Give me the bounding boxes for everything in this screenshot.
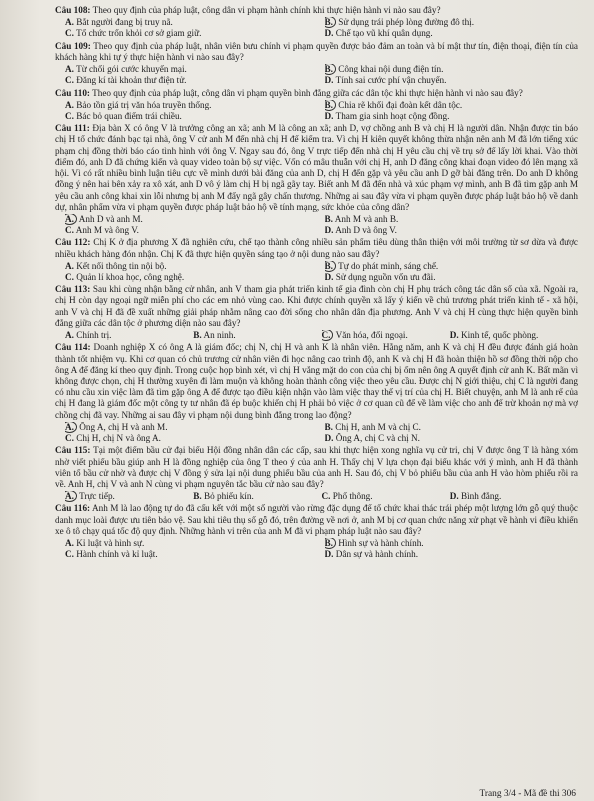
option-b[interactable]: B. Hình sự và hành chính. (325, 538, 579, 549)
option-a[interactable]: A. Kỉ luật và hình sự. (65, 538, 145, 549)
option-d[interactable]: D. Kinh tế, quốc phòng. (449, 330, 539, 341)
answer-options (55, 261, 578, 283)
question-text (55, 5, 578, 16)
question-label: Câu 109: (55, 40, 91, 51)
question-text (55, 284, 578, 329)
option-b[interactable]: B. Công khai nội dung điện tín. (325, 64, 579, 75)
question-stem: Theo quy định của pháp luật, nhân viên bưu chính vi phạm quyền được bảo đảm an toàn và bí mật thư tín, điện thoại, điện tín của khách hàng khi tự ý thực hiện hành vi nào sau đây? (55, 40, 578, 62)
option-d[interactable]: D. Ông A, chị C và chị N. (324, 433, 420, 444)
option-d[interactable]: D. Bình đẳng. (449, 491, 502, 502)
option-d[interactable]: D. Sử dụng nguồn vốn ưu đãi. (324, 272, 436, 283)
answer-options (55, 64, 578, 86)
question-115 (55, 445, 578, 502)
option-c[interactable]: C. Phổ thông. (321, 491, 373, 502)
question-stem: Theo quy định của pháp luật, công dân vi phạm hành chính khi thực hiện hành vi nào sau đây? (92, 5, 441, 15)
option-b[interactable]: B. Sử dụng trái phép lòng đường đô thị. (325, 17, 579, 28)
question-label: Câu 111: (55, 123, 90, 134)
answer-options (55, 214, 578, 236)
option-c[interactable]: C. Hành chính và kỉ luật. (65, 549, 158, 560)
question-stem: Sau khi cùng nhận bằng cử nhân, anh V tham gia phát triển kinh tế gia đình còn chị H phụ trách công tác dân số của xã. Ngoài ra, chị H còn dạy ngoại ngữ miễn phí cho các em nhỏ vùng cao. Khi được chính quyền xã lấy ý kiến về chủ trương phát triển kinh tế - xã hội, anh V và chị H đã đề xuất những giải pháp nhằm nâng cao đời sống cho nhân dân địa phương. Anh V và chị H cùng thực hiện quyền bình đẳng giữa các dân tộc ở phương diện nào sau đây? (55, 284, 578, 328)
option-d[interactable]: D. Tính sai cước phí vận chuyển. (324, 75, 447, 86)
question-stem: Địa bàn X có ông V là trưởng công an xã; anh M là công an xã; anh D, vợ chồng anh B và chị H là người dân. Nhận được tin báo chị H tổ chức đánh bạc tại nhà, ông V cử anh M đến nhà chị H để kiểm tra. Vì chị H kiên quyết không thừa nhận nên anh M đã lớn tiếng xúc phạm chị đồng thời báo cáo tình hình với ông V. Ngay sau đó, ông V trực tiếp đến nhà chị H yêu cầu chị về trụ sở để lấy lời khai. Vào thời điểm đó, anh D đã chứng kiến và quay video toàn bộ sự việc. Vốn có mâu thuẫn với chị H, anh D đăng công khai đoạn video đó lên mạng xã hội. Vì có rất nhiều bình luận tiêu cực về mình dưới bài đăng của anh D, chị H đến gặp và yêu cầu anh D gỡ bài đăng trên. Do anh D không đồng ý nên hai bên xảy ra xô xát, anh D vô ý làm chị H bị ngã gãy tay. Biết anh M đã đến nhà và xúc phạm vợ mình, anh B đã tìm gặp anh M yêu cầu anh công khai xin lỗi nhưng bị anh M đẩy ngã gây chấn thương. Những ai sau đây vừa vi phạm quyền được pháp luật bảo hộ về danh dự, nhân phẩm vừa vi phạm quyền được pháp luật bảo hộ về tính mạng, sức khỏe của công dân? (55, 123, 579, 212)
question-label: Câu 113: (55, 284, 91, 295)
option-a[interactable]: A. Chính trị. (65, 330, 112, 341)
answer-options (55, 100, 578, 122)
question-label: Câu 116: (55, 503, 91, 514)
answer-options (55, 330, 578, 341)
question-stem: Doanh nghiệp X có ông A là giám đốc; chị N, chị H và anh K là nhân viên. Hằng năm, anh K và chị H đều được đánh giá hoàn thành tốt nhiệm vụ. Khi cơ quan có chủ trương cử nhân viên đi học nâng cao trình độ, anh K và chị H đã hoàn thiện hồ sơ đồng thời nộp cho ông A để đăng kí theo quy định. Trong cuộc họp bình xét, vì chị H vắng mặt do con của chị bị ốm nên ông A quyết định cử anh K. Bất mãn vì không được chọn, chị H thường xuyên đi làm muộn và không hoàn thành công việc theo yêu cầu. Được chị N giới thiệu, chị C là người đang có nhu cầu xin việc làm đã tìm gặp ông A để được tạo điều kiện nhận vào làm việc thay thế vị trí của chị H. Biết chuyện, anh M là anh rể của chị H đang là giám đốc một công ty tư nhân đã ép buộc khiến chị H phải bỏ việc ở cơ quan cũ để về làm việc cho anh để trừ khoản nợ mà vợ chồng chị đã vay. Những ai sau đây vi phạm nội dung bình đẳng trong lao động? (55, 342, 578, 420)
option-a[interactable]: A. Bảo tồn giá trị văn hóa truyền thống. (65, 99, 212, 110)
question-stem: Anh M là lao động tự do đã cấu kết với một số người vào rừng đặc dụng để tổ chức khai thác trái phép một lượng lớn gỗ quý thuộc danh mục loài được ưu tiên bảo vệ. Sau khi tiêu thụ số gỗ đó, trên đường về nơi ở, anh M bị cơ quan chức năng xử phạt về hành vi điều khiển xe ô tô chạy quá tốc độ quy định. Những hành vi trên của anh M đã vi phạm pháp luật nào sau đây? (55, 503, 579, 536)
answer-options (55, 17, 578, 39)
option-b[interactable]: B. Chia rẽ khối đại đoàn kết dân tộc. (325, 100, 579, 111)
option-b[interactable]: B. Bỏ phiếu kín. (193, 491, 254, 502)
question-text (55, 503, 578, 537)
question-110 (55, 88, 578, 123)
option-a[interactable]: A. Trực tiếp. (65, 491, 193, 502)
option-c[interactable]: C. Tổ chức trốn khỏi cơ sở giam giữ. (65, 28, 202, 39)
answer-options (55, 491, 578, 502)
answer-options (55, 538, 578, 560)
question-text (55, 41, 578, 63)
question-text (55, 237, 578, 259)
option-c[interactable]: C. Quản lí khoa học, công nghệ. (65, 272, 185, 283)
option-b[interactable]: B. Chị H, anh M và chị C. (324, 421, 421, 432)
option-a[interactable]: A. Bắt người đang bị truy nã. (65, 17, 173, 28)
question-113 (55, 284, 578, 341)
question-114 (55, 342, 578, 444)
option-a[interactable]: A. Kết nối thông tin nội bộ. (65, 260, 167, 271)
question-111 (55, 123, 578, 236)
question-text (55, 342, 578, 421)
question-label: Câu 110: (55, 87, 90, 98)
option-c[interactable]: C. Chị H, chị N và ông A. (65, 433, 161, 444)
option-c[interactable]: C. Đăng kí tài khoản thư điện tử. (65, 75, 187, 86)
option-b[interactable]: B. An ninh. (193, 330, 236, 341)
option-a[interactable]: A. Ông A, chị H và anh M. (65, 422, 319, 433)
question-label: Câu 115: (55, 445, 91, 456)
question-text (55, 88, 578, 99)
question-108 (55, 5, 578, 40)
answer-options (55, 422, 578, 444)
question-109 (55, 41, 578, 87)
option-c[interactable]: C. Bác bỏ quan điểm trái chiều. (65, 110, 182, 121)
question-116 (55, 503, 578, 560)
question-stem: Chị K ở địa phương X đã nghiên cứu, chế tạo thành công nhiều sản phẩm tiêu dùng thân thiện với môi trường từ sơ dừa và được nhiều khách hàng đón nhận. Chị K đã thực hiện quyền sáng tạo ở nội dung nào sau đây? (55, 237, 579, 259)
question-text (55, 445, 578, 490)
option-d[interactable]: D. Dân sự và hành chính. (324, 549, 419, 560)
question-label: Câu 108: (55, 5, 91, 15)
option-d[interactable]: D. Chế tạo vũ khí quân dụng. (324, 28, 433, 39)
option-a[interactable]: A. Anh D và anh M. (65, 214, 319, 225)
page-footer: Trang 3/4 - Mã đề thi 306 (479, 788, 576, 799)
question-stem: Tại một điểm bầu cử đại biểu Hội đồng nhân dân các cấp, sau khi thực hiện xong nghĩa vụ cử tri, chị V được ông T là hàng xóm nhờ viết phiếu bầu giúp anh H là đồng nghiệp của ông T theo ý của anh H. Thấy chị V lựa chọn đại biểu khác với ý mình, anh H đã thành viên tổ bầu cử nhờ và được chị V đồng ý sửa lại nội dung phiếu bầu của anh H. Sau đó, chị V bỏ phiếu bầu của anh H vào hòm phiếu rồi ra về. Anh H, chị V và anh N cùng vi phạm nguyên tắc bầu cử nào sau đây? (55, 445, 578, 489)
option-b[interactable]: B. Anh M và anh B. (324, 213, 399, 224)
option-c[interactable]: C. Anh M và ông V. (65, 225, 139, 236)
question-label: Câu 114: (55, 342, 91, 353)
option-d[interactable]: D. Tham gia sinh hoạt cộng đồng. (324, 110, 450, 121)
option-a[interactable]: A. Từ chối gói cước khuyến mại. (65, 64, 187, 75)
question-label: Câu 112: (55, 237, 91, 248)
question-text (55, 123, 578, 213)
option-b[interactable]: B. Tự do phát minh, sáng chế. (325, 261, 579, 272)
option-c[interactable]: C. Văn hóa, đối ngoại. (322, 330, 450, 341)
option-d[interactable]: D. Anh D và ông V. (324, 225, 397, 236)
question-112 (55, 237, 578, 283)
question-stem: Theo quy định của pháp luật, công dân vi phạm quyền bình đẳng giữa các dân tộc khi thực hiện hành vi nào sau đây? (92, 87, 523, 98)
